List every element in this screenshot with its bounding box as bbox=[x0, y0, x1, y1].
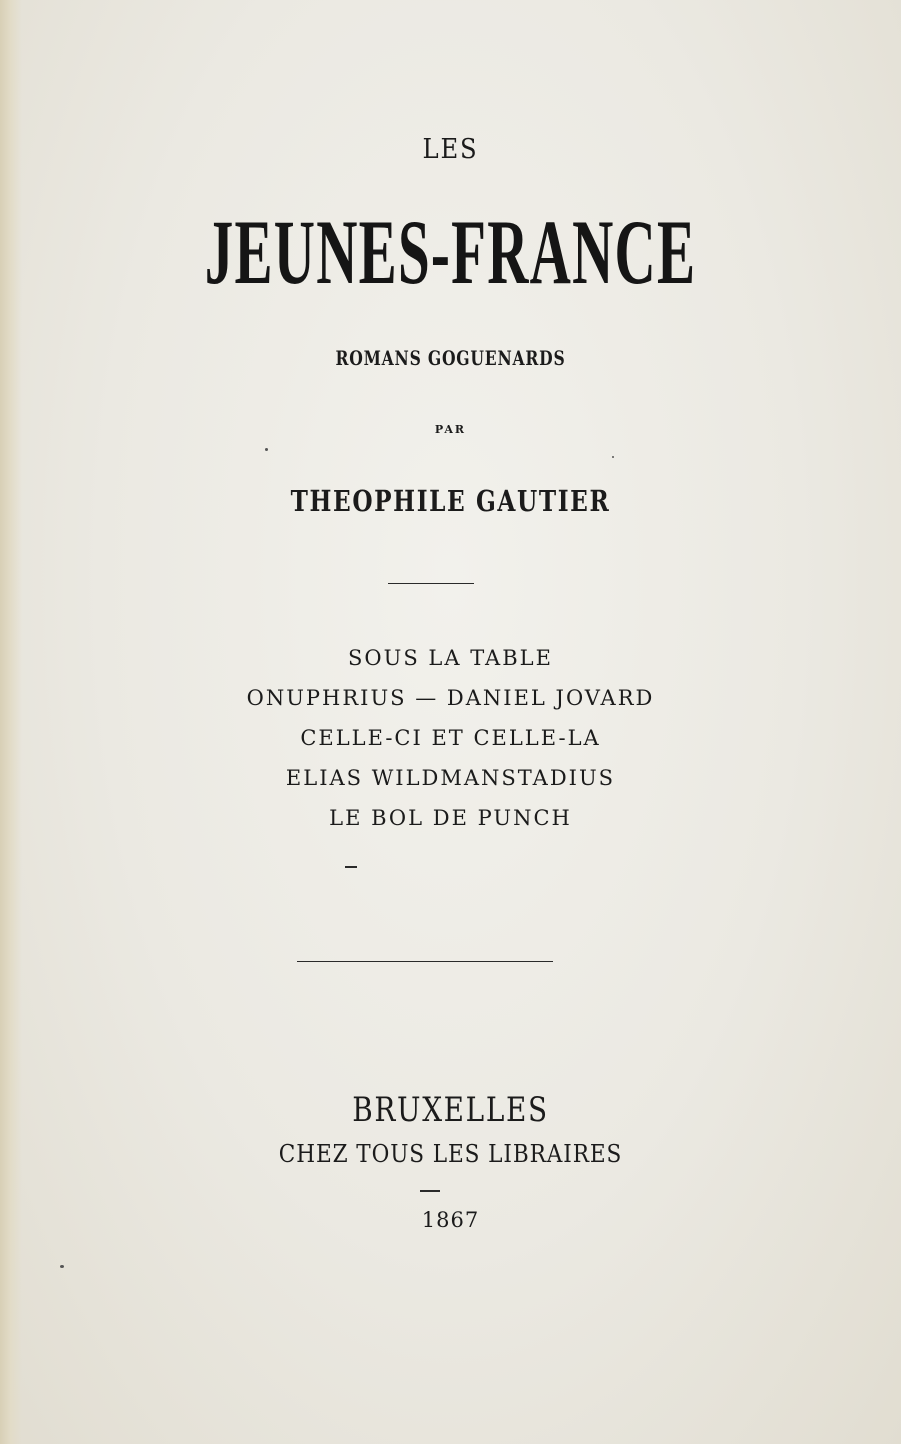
imprint-publisher: CHEZ TOUS LES LIBRAIRES bbox=[278, 1140, 623, 1168]
paper-speck bbox=[265, 448, 268, 451]
contents-list bbox=[0, 646, 901, 846]
imprint-dash bbox=[420, 1190, 440, 1192]
contents-item: ONUPHRIUS — DANIEL JOVARD bbox=[246, 686, 655, 710]
contents-item: ELIAS WILDMANSTADIUS bbox=[285, 766, 616, 790]
small-dash-ornament bbox=[345, 866, 357, 868]
divider-long bbox=[297, 961, 553, 962]
book-title: JEUNES-FRANCE bbox=[204, 201, 697, 303]
paper-speck bbox=[60, 1265, 64, 1268]
imprint-year: 1867 bbox=[421, 1208, 480, 1232]
imprint-city: BRUXELLES bbox=[352, 1090, 549, 1130]
contents-item: LE BOL DE PUNCH bbox=[329, 806, 572, 830]
by-label: PAR bbox=[434, 423, 467, 436]
contents-item: CELLE-CI ET CELLE-LA bbox=[300, 726, 601, 750]
book-subtitle: ROMANS GOGUENARDS bbox=[335, 346, 566, 370]
author-name: THEOPHILE GAUTIER bbox=[290, 484, 611, 518]
paper-speck bbox=[612, 456, 614, 458]
contents-item: SOUS LA TABLE bbox=[348, 646, 553, 670]
divider-short bbox=[388, 583, 474, 584]
title-article: LES bbox=[422, 134, 479, 165]
